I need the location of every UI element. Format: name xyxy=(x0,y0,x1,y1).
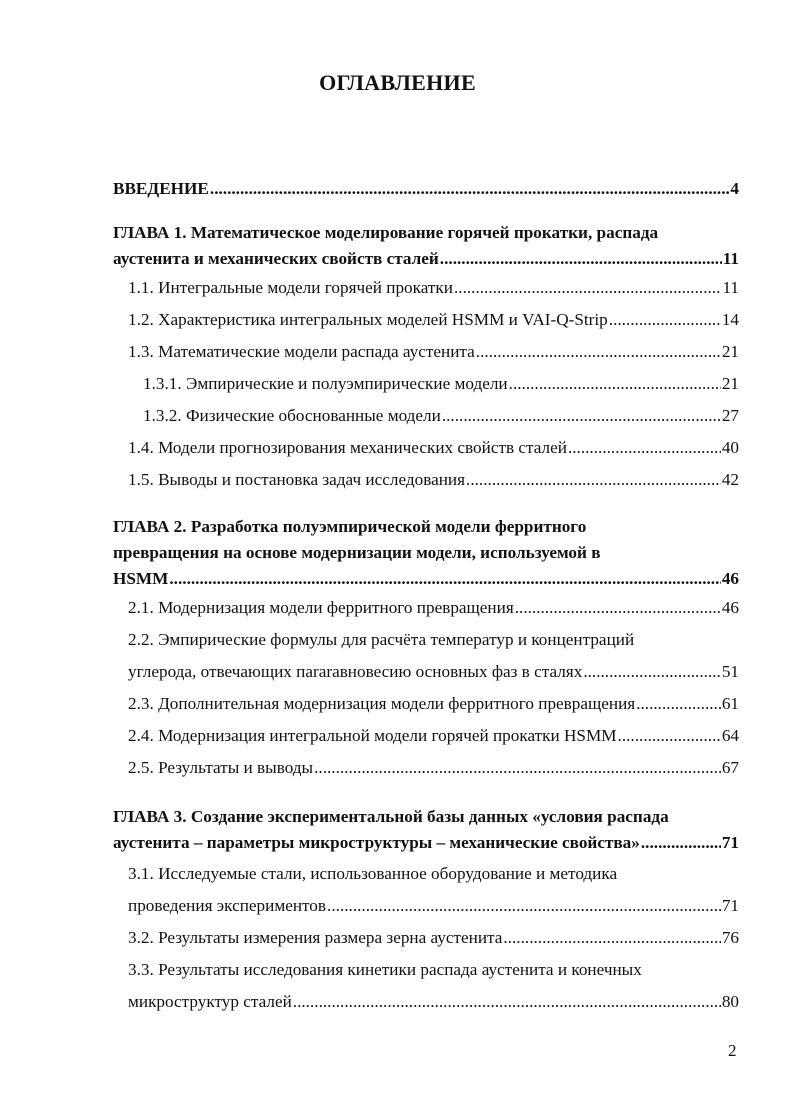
toc-entry-1-4[interactable] xyxy=(128,432,739,464)
toc-entry-1-3-2[interactable] xyxy=(143,400,739,432)
toc-entry-1-1[interactable] xyxy=(128,272,739,304)
toc-entry-2-1[interactable] xyxy=(128,592,739,624)
toc-entry-1-5[interactable] xyxy=(128,464,739,496)
toc-page-number: 27 xyxy=(721,406,739,425)
toc-entry-label: 1.3.2. Физические обоснованные модели xyxy=(143,406,441,425)
toc-page-number: 11 xyxy=(722,278,739,297)
toc-entry-chapter-2[interactable] xyxy=(113,514,739,592)
dot-leader xyxy=(293,986,721,1018)
toc-entry-label: ВВЕДЕНИЕ xyxy=(113,179,209,198)
toc-entry-3-2[interactable] xyxy=(128,922,739,954)
toc-entry-label-line: ГЛАВА 3. Создание экспериментальной базы данных «условия распада xyxy=(113,807,669,826)
toc-entry-label: 1.3. Математические модели распада аустенита xyxy=(128,342,475,361)
dot-leader xyxy=(618,720,721,752)
toc-entry-introduction[interactable] xyxy=(113,176,739,202)
toc-page-number: 51 xyxy=(721,662,739,681)
toc-entry-chapter-1[interactable] xyxy=(113,220,739,272)
toc-entry-label: 1.4. Модели прогнозирования механических свойств сталей xyxy=(128,438,567,457)
toc-page-number: 64 xyxy=(721,726,739,745)
toc-entry-label: 1.5. Выводы и постановка задач исследования xyxy=(128,470,466,489)
toc-page-number: 46 xyxy=(721,569,739,588)
toc-entry-label: микроструктур сталей xyxy=(128,992,292,1011)
toc-entry-label-line: ГЛАВА 2. Разработка полуэмпирической модели ферритного xyxy=(113,517,587,536)
page-number: 2 xyxy=(728,1041,737,1060)
toc-page-number: 21 xyxy=(721,374,739,393)
dot-leader xyxy=(466,464,721,496)
dot-leader xyxy=(454,272,721,304)
toc-entry-label: 2.1. Модернизация модели ферритного превращения xyxy=(128,598,514,617)
toc-page-number: 80 xyxy=(721,992,739,1011)
toc-entry-label: 2.5. Результаты и выводы xyxy=(128,758,314,777)
toc-entry-label: 1.1. Интегральные модели горячей прокатки xyxy=(128,278,453,297)
toc-entry-label: проведения экспериментов xyxy=(128,896,327,915)
toc-entry-label: аустенита – параметры микроструктуры – механические свойства» xyxy=(113,833,640,852)
toc-entry-label: 1.3.1. Эмпирические и полуэмпирические модели xyxy=(143,374,508,393)
toc-page-number: 67 xyxy=(721,758,739,777)
dot-leader xyxy=(609,304,721,336)
toc-page-number: 21 xyxy=(721,342,739,361)
dot-leader xyxy=(568,432,721,464)
dot-leader xyxy=(509,368,721,400)
toc-entry-3-3[interactable] xyxy=(128,954,739,1018)
toc-entry-label: аустенита и механических свойств сталей xyxy=(113,249,439,268)
toc-entry-1-3-1[interactable] xyxy=(143,368,739,400)
page-title: ОГЛАВЛЕНИЕ xyxy=(319,70,476,95)
toc-entry-label-line: ГЛАВА 1. Математическое моделирование горячей прокатки, распада xyxy=(113,223,659,242)
toc-entry-label: 1.2. Характеристика интегральных моделей HSMM и VAI-Q-Strip xyxy=(128,310,608,329)
toc-page-number: 42 xyxy=(721,470,739,489)
toc-page-number: 40 xyxy=(721,438,739,457)
toc-page-number: 11 xyxy=(722,249,739,268)
dot-leader xyxy=(210,176,730,202)
toc-entry-label: углерода, отвечающих пararавновесию основных фаз в сталях xyxy=(128,662,583,681)
toc-page-number: 71 xyxy=(721,833,739,852)
toc-entry-2-2[interactable] xyxy=(128,624,739,688)
toc-page-number: 46 xyxy=(721,598,739,617)
toc-entry-label-line: 2.2. Эмпирические формулы для расчёта температур и концентраций xyxy=(128,630,635,649)
toc-entry-1-3[interactable] xyxy=(128,336,739,368)
dot-leader xyxy=(169,566,720,592)
dot-leader xyxy=(440,246,722,272)
toc-entry-label: 3.2. Результаты измерения размера зерна аустенита xyxy=(128,928,503,947)
toc-entry-label-line: 3.1. Исследуемые стали, использованное оборудование и методика xyxy=(128,864,618,883)
toc-page-number: 14 xyxy=(721,310,739,329)
toc-entry-3-1[interactable] xyxy=(128,858,739,922)
dot-leader xyxy=(636,688,721,720)
dot-leader xyxy=(476,336,721,368)
toc-entry-label: 2.4. Модернизация интегральной модели горячей прокатки HSMM xyxy=(128,726,617,745)
toc-entry-label: HSMM xyxy=(113,569,169,588)
toc-page-number: 61 xyxy=(721,694,739,713)
toc-entry-label-line: превращения на основе модернизации модели, используемой в xyxy=(113,543,601,562)
dot-leader xyxy=(641,830,721,856)
toc-entry-1-2[interactable] xyxy=(128,304,739,336)
toc-entry-2-4[interactable] xyxy=(128,720,739,752)
toc-entry-2-3[interactable] xyxy=(128,688,739,720)
toc-page-number: 71 xyxy=(721,896,739,915)
toc-page-number: 76 xyxy=(721,928,739,947)
dot-leader xyxy=(327,890,721,922)
dot-leader xyxy=(515,592,721,624)
toc-entry-label: 2.3. Дополнительная модернизация модели ферритного превращения xyxy=(128,694,636,713)
toc-entry-2-5[interactable] xyxy=(128,752,739,784)
dot-leader xyxy=(314,752,721,784)
dot-leader xyxy=(442,400,721,432)
toc-entry-label-line: 3.3. Результаты исследования кинетики распада аустенита и конечных xyxy=(128,960,642,979)
dot-leader xyxy=(583,656,721,688)
dot-leader xyxy=(503,922,720,954)
toc-page-number: 4 xyxy=(730,179,739,198)
toc-entry-chapter-3[interactable] xyxy=(113,804,739,856)
